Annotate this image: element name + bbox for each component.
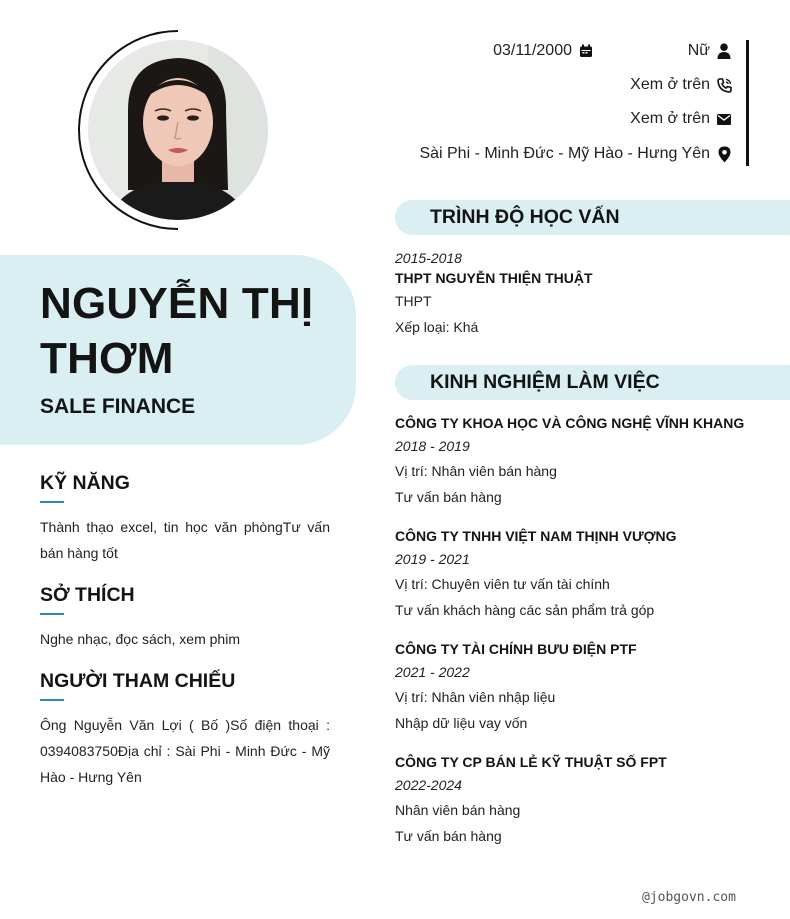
calendar-icon — [578, 43, 594, 59]
candidate-name — [40, 276, 340, 386]
skills-section — [40, 471, 330, 566]
company-name: CÔNG TY CP BÁN LẺ KỸ THUẬT SỐ FPT — [395, 754, 667, 770]
education-level: THPT — [395, 293, 432, 309]
envelope-icon — [716, 111, 732, 127]
experience-item — [395, 526, 775, 623]
name-line-2: THƠM — [40, 334, 174, 383]
job-period: 2022-2024 — [395, 777, 462, 793]
company-name: CÔNG TY TÀI CHÍNH BƯU ĐIỆN PTF — [395, 641, 637, 657]
profile-photo — [78, 30, 278, 230]
avatar — [88, 40, 268, 220]
hobbies-section — [40, 583, 330, 652]
phone-value: Xem ở trên — [630, 76, 710, 93]
job-description: Tư vấn bán hàng — [395, 489, 502, 505]
experience-item — [395, 639, 775, 736]
experience-item — [395, 752, 775, 849]
education-entry — [395, 248, 775, 340]
hobbies-text: Nghe nhạc, đọc sách, xem phim — [40, 631, 240, 647]
hobbies-title: SỞ THÍCH — [40, 584, 135, 606]
job-period: 2018 - 2019 — [395, 438, 470, 454]
section-underline — [40, 699, 64, 701]
birthdate-row — [493, 42, 594, 60]
address-row — [419, 145, 732, 163]
job-position: Vị trí: Chuyên viên tư vấn tài chính — [395, 576, 610, 592]
education-header — [395, 200, 790, 235]
job-description: Tư vấn bán hàng — [395, 828, 502, 844]
experience-item — [395, 413, 775, 510]
gender-value: Nữ — [687, 42, 710, 59]
contact-divider — [746, 40, 749, 166]
experience-title: KINH NGHIỆM LÀM VIỆC — [430, 371, 660, 393]
references-section — [40, 669, 330, 790]
company-name: CÔNG TY KHOA HỌC VÀ CÔNG NGHỆ VĨNH KHANG — [395, 415, 745, 431]
address-value: Sài Phi - Minh Đức - Mỹ Hào - Hưng Yên — [419, 145, 710, 162]
education-grade: Xếp loại: Khá — [395, 319, 479, 335]
email-value: Xem ở trên — [630, 110, 710, 127]
job-position: Vị trí: Nhân viên bán hàng — [395, 463, 557, 479]
school-name: THPT NGUYỄN THIỆN THUẬT — [395, 270, 593, 286]
phone-row — [630, 76, 732, 94]
birthdate-value: 03/11/2000 — [493, 42, 572, 59]
job-period: 2019 - 2021 — [395, 551, 470, 567]
references-title: NGƯỜI THAM CHIẾU — [40, 670, 236, 692]
education-title: TRÌNH ĐỘ HỌC VẤN — [430, 206, 620, 228]
references-text: Ông Nguyễn Văn Lợi ( Bố )Số điện thoại : 0394083750Địa chỉ : Sài Phi - Minh Đức - Mỹ Hào - Hưng Yên — [40, 717, 330, 785]
job-position: Vị trí: Nhân viên nhập liệu — [395, 689, 556, 705]
experience-header — [395, 365, 790, 400]
skills-title: KỸ NĂNG — [40, 472, 130, 494]
skills-text: Thành thạo excel, tin học văn phòngTư vấn bán hàng tốt — [40, 519, 330, 561]
phone-icon — [716, 77, 732, 93]
job-title: SALE FINANCE — [40, 395, 196, 418]
email-row — [630, 110, 732, 128]
job-period: 2021 - 2022 — [395, 664, 470, 680]
education-period: 2015-2018 — [395, 250, 462, 266]
person-icon — [716, 43, 732, 59]
name-line-1: NGUYỄN THỊ — [40, 279, 314, 328]
job-position: Nhân viên bán hàng — [395, 802, 521, 818]
job-description: Nhập dữ liệu vay vốn — [395, 715, 528, 731]
gender-row — [688, 42, 732, 60]
section-underline — [40, 501, 64, 503]
job-description: Tư vấn khách hàng các sản phẩm trả góp — [395, 602, 655, 618]
company-name: CÔNG TY TNHH VIỆT NAM THỊNH VƯỢNG — [395, 528, 677, 544]
section-underline — [40, 613, 64, 615]
watermark: @jobgovn.com — [642, 890, 736, 905]
map-pin-icon — [716, 146, 732, 162]
